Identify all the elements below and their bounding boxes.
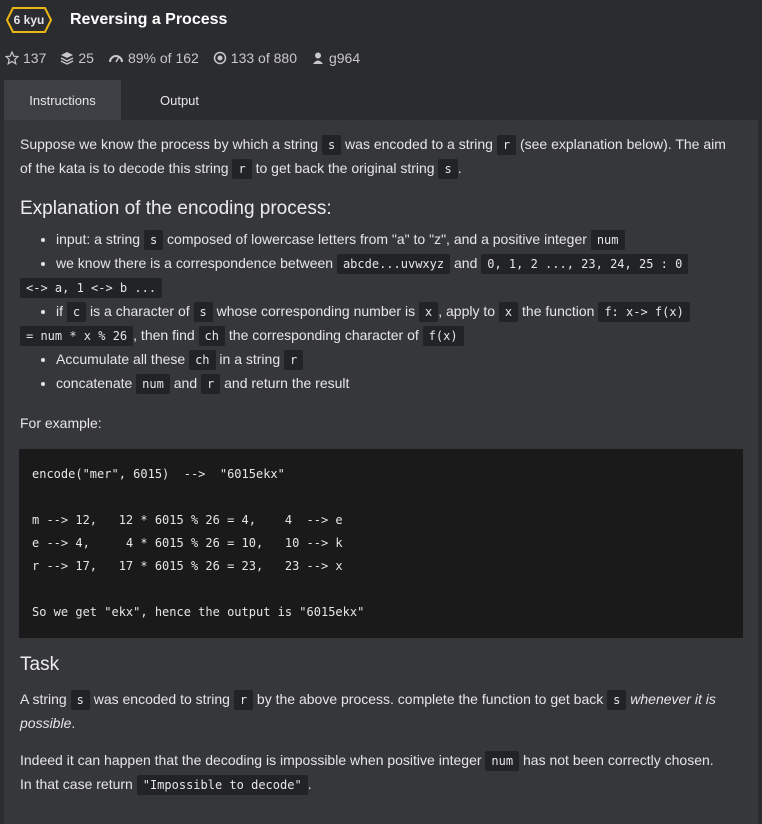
list-item — [56, 228, 742, 252]
text: composed of lowercase letters from "a" to "z", and a positive integer — [163, 231, 591, 247]
completed-count: 133 — [230, 50, 255, 66]
text: In that case return — [20, 776, 137, 792]
code-line: m --> 12, 12 * 6015 % 26 = 4, 4 --> e — [32, 513, 343, 527]
inline-code: s — [438, 159, 457, 179]
text: A string — [20, 691, 71, 707]
user-icon — [311, 51, 325, 65]
tab-bar — [0, 80, 762, 120]
attempts-count: 880 — [273, 50, 297, 66]
kyu-label: 6 kyu — [13, 13, 45, 27]
stack-icon — [60, 51, 74, 65]
text: in a string — [215, 351, 285, 367]
inline-code: x — [419, 302, 438, 322]
kata-title: Reversing a Process — [70, 11, 228, 28]
text: and — [450, 255, 482, 271]
text: and return the result — [220, 375, 350, 391]
explanation-list — [20, 228, 742, 396]
text: is a character of — [86, 303, 194, 319]
task-paragraph-2 — [20, 749, 742, 797]
inline-code: "Impossible to decode" — [137, 775, 308, 795]
stats-bar — [0, 40, 762, 76]
list-item — [26, 300, 742, 348]
target-icon — [213, 51, 227, 65]
inline-code: <-> a, 1 <-> b ... — [20, 278, 162, 298]
text: the corresponding character of — [225, 327, 423, 343]
text: the function — [518, 303, 599, 319]
inline-code: r — [284, 350, 303, 370]
inline-code: s — [144, 230, 163, 250]
completed-stat — [213, 50, 297, 66]
example-label: For example: — [20, 415, 102, 431]
text: by the above process. complete the function to get back — [253, 691, 608, 707]
list-item — [56, 348, 742, 372]
text: , then find — [133, 327, 199, 343]
text: was encoded to a string — [341, 136, 497, 152]
inline-code: s — [322, 135, 341, 155]
text: was encoded to string — [89, 691, 234, 707]
text: input: a string — [56, 231, 144, 247]
text: and — [169, 375, 201, 391]
text: . — [457, 160, 462, 176]
inline-code: abcde...uvwxyz — [337, 254, 450, 274]
task-heading: Task — [20, 654, 60, 675]
satisfaction-stat — [108, 50, 199, 66]
text: Accumulate all these — [56, 351, 190, 367]
tab-instructions[interactable]: Instructions — [4, 80, 121, 120]
stars-count: 137 — [23, 50, 47, 66]
inline-code: r — [201, 374, 220, 394]
satisfaction-of: of — [159, 50, 172, 66]
text: Suppose we know the process by which a string — [20, 136, 322, 152]
instructions-panel — [4, 120, 758, 824]
text: , apply to — [438, 303, 499, 319]
text: . — [307, 776, 312, 792]
kata-header — [0, 0, 762, 40]
completed-of: of — [258, 50, 270, 66]
text: Indeed it can happen that the decoding is impossible when positive integer — [20, 752, 486, 768]
inline-code: s — [607, 690, 626, 710]
inline-code: f(x) — [423, 326, 464, 346]
text: we know there is a correspondence between — [56, 255, 337, 271]
text: if — [56, 303, 67, 319]
code-line: So we get "ekx", hence the output is "6015ekx" — [32, 605, 365, 619]
list-item — [26, 252, 742, 300]
text: (see explanation below). The aim — [516, 136, 726, 152]
inline-code: ch — [189, 350, 215, 370]
inline-code: s — [194, 302, 213, 322]
inline-code: f: x-> f(x) — [598, 302, 689, 322]
text: concatenate — [56, 375, 137, 391]
italic-text: possible — [20, 715, 72, 731]
inline-code: num — [591, 230, 625, 250]
text: has not been correctly chosen. — [519, 752, 714, 768]
inline-code: c — [67, 302, 86, 322]
code-line: encode("mer", 6015) --> "6015ekx" — [32, 467, 285, 481]
collections-stat[interactable] — [60, 50, 94, 66]
text: . — [71, 715, 76, 731]
inline-code: = num * x % 26 — [20, 326, 133, 346]
code-block[interactable] — [19, 449, 743, 638]
code-line: e --> 4, 4 * 6015 % 26 = 10, 10 --> k — [32, 536, 343, 550]
inline-code: num — [136, 374, 170, 394]
inline-code: r — [497, 135, 516, 155]
collections-count: 25 — [78, 50, 94, 66]
inline-code: r — [234, 690, 253, 710]
inline-code: num — [485, 751, 519, 771]
star-icon — [5, 51, 19, 65]
intro-paragraph — [20, 120, 742, 181]
inline-code: s — [71, 690, 90, 710]
stars-stat[interactable] — [5, 50, 46, 66]
list-item — [56, 372, 742, 396]
inline-code: ch — [199, 326, 225, 346]
tab-output[interactable]: Output — [159, 92, 200, 108]
task-paragraph — [20, 688, 742, 735]
inline-code: x — [499, 302, 518, 322]
satisfaction-percent: 89% — [127, 50, 156, 66]
text: whose corresponding number is — [212, 303, 419, 319]
italic-text: whenever it is — [626, 691, 716, 707]
kyu-rank-badge — [6, 7, 52, 33]
text: to get back the original string — [251, 160, 439, 176]
author-stat[interactable] — [311, 50, 360, 66]
inline-code: r — [232, 159, 251, 179]
votes-count: 162 — [175, 50, 199, 66]
code-line: r --> 17, 17 * 6015 % 26 = 23, 23 --> x — [32, 559, 343, 573]
inline-code: 0, 1, 2 ..., 23, 24, 25 : 0 — [481, 254, 688, 274]
explanation-heading: Explanation of the encoding process: — [20, 198, 332, 219]
author-name[interactable]: g964 — [328, 50, 361, 66]
gauge-icon — [108, 51, 124, 65]
text: of the kata is to decode this string — [20, 160, 233, 176]
